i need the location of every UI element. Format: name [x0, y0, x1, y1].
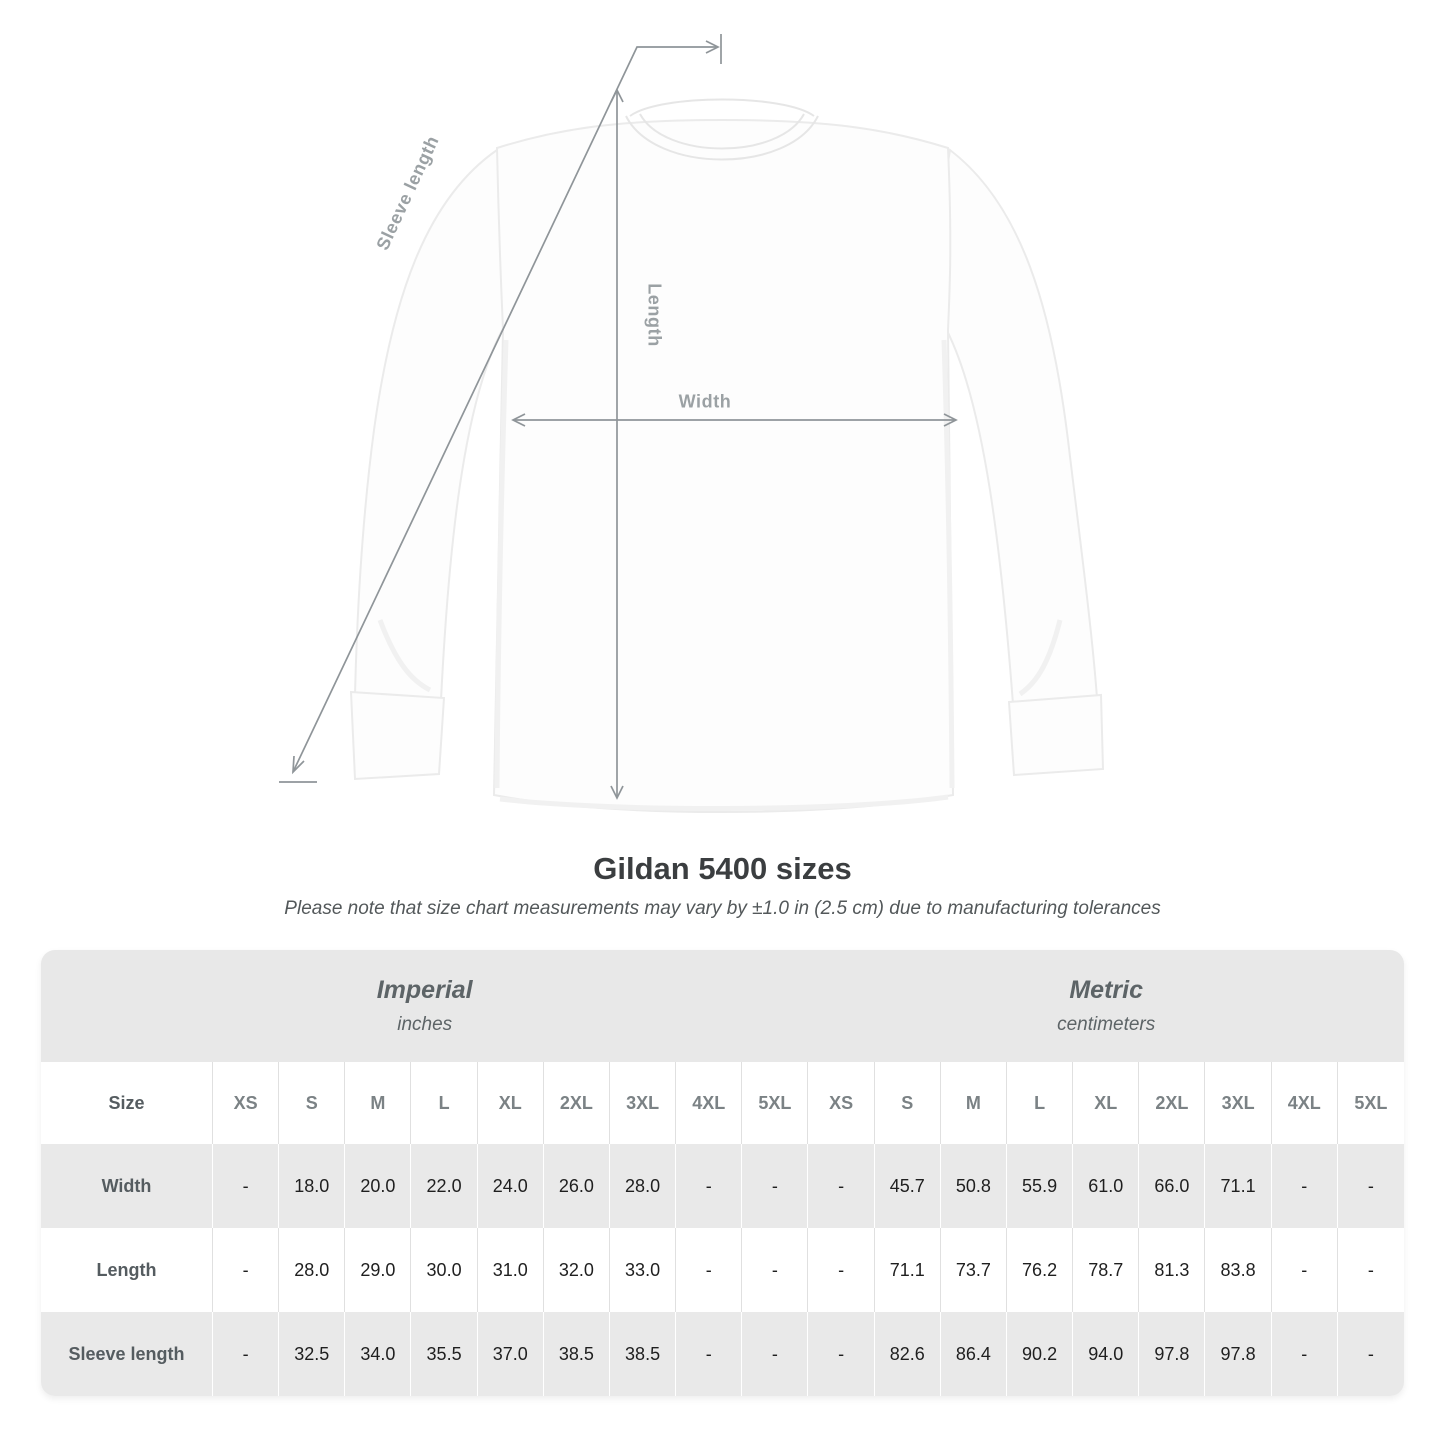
row-label: Length [41, 1228, 213, 1312]
value-cell: 82.6 [875, 1312, 941, 1396]
value-cell: - [213, 1228, 279, 1312]
table-row-sleeve-length [41, 1312, 1404, 1396]
size-col-header: L [1007, 1062, 1073, 1144]
size-header-label: Size [41, 1062, 213, 1144]
table-row-width [41, 1144, 1404, 1228]
size-header-row [41, 1062, 1404, 1144]
sleeve-length-label: Sleeve length [372, 132, 443, 254]
value-cell: 30.0 [411, 1228, 477, 1312]
value-cell: 50.8 [941, 1144, 1007, 1228]
value-cell: - [1367, 1259, 1374, 1280]
value-cell: 83.8 [1205, 1228, 1271, 1312]
value-cell: - [1272, 1144, 1338, 1228]
metric-header [808, 950, 1404, 1062]
value-cell: - [213, 1312, 279, 1396]
title-block [0, 851, 1445, 920]
size-col-header: 5XL [1354, 1092, 1388, 1113]
value-cell: 61.0 [1073, 1144, 1139, 1228]
value-cell: 81.3 [1139, 1228, 1205, 1312]
value-cell: 38.5 [544, 1312, 610, 1396]
table-row-length [41, 1228, 1404, 1312]
value-cell: 71.1 [875, 1228, 941, 1312]
tolerance-note: Please note that size chart measurements may vary by ±1.0 in (2.5 cm) due to manufacturing tolerances [284, 898, 1161, 919]
size-col-header: S [875, 1062, 941, 1144]
value-cell: 31.0 [478, 1228, 544, 1312]
value-cell: 18.0 [279, 1144, 345, 1228]
size-col-header: 4XL [676, 1062, 742, 1144]
page-title: Gildan 5400 sizes [593, 851, 852, 886]
size-col-header: XS [213, 1062, 279, 1144]
width-label: Width [678, 391, 732, 412]
value-cell: - [676, 1144, 742, 1228]
value-cell: 29.0 [345, 1228, 411, 1312]
value-cell: - [808, 1144, 874, 1228]
value-cell: 45.7 [875, 1144, 941, 1228]
value-cell: - [213, 1144, 279, 1228]
value-cell: 76.2 [1007, 1228, 1073, 1312]
size-col-header: 2XL [544, 1062, 610, 1144]
value-cell: - [1367, 1343, 1374, 1364]
size-col-header: 3XL [1205, 1062, 1271, 1144]
value-cell: 86.4 [941, 1312, 1007, 1396]
value-cell: - [742, 1228, 808, 1312]
value-cell: 55.9 [1007, 1144, 1073, 1228]
value-cell: 28.0 [610, 1144, 676, 1228]
size-col-header: XS [808, 1062, 874, 1144]
value-cell: - [1367, 1175, 1374, 1196]
row-label: Sleeve length [41, 1312, 213, 1396]
value-cell: 97.8 [1205, 1312, 1271, 1396]
value-cell: 22.0 [411, 1144, 477, 1228]
value-cell: - [742, 1312, 808, 1396]
units-header-band [41, 950, 1404, 1062]
value-cell: - [676, 1228, 742, 1312]
size-col-header: XL [478, 1062, 544, 1144]
row-label: Width [41, 1144, 213, 1228]
imperial-title: Imperial [376, 976, 473, 1004]
metric-unit: centimeters [1057, 1014, 1156, 1035]
size-col-header: XL [1073, 1062, 1139, 1144]
value-cell: 73.7 [941, 1228, 1007, 1312]
value-cell: 26.0 [544, 1144, 610, 1228]
value-cell: 24.0 [478, 1144, 544, 1228]
metric-title: Metric [1069, 976, 1143, 1004]
size-col-header: S [279, 1062, 345, 1144]
value-cell: 38.5 [610, 1312, 676, 1396]
imperial-header [41, 950, 808, 1062]
value-cell: 33.0 [610, 1228, 676, 1312]
length-label: Length [644, 283, 665, 347]
value-cell: 32.0 [544, 1228, 610, 1312]
value-cell: - [808, 1312, 874, 1396]
value-cell: - [808, 1228, 874, 1312]
value-cell: 20.0 [345, 1144, 411, 1228]
size-col-header: 2XL [1139, 1062, 1205, 1144]
value-cell: 94.0 [1073, 1312, 1139, 1396]
value-cell: 37.0 [478, 1312, 544, 1396]
size-table [41, 950, 1404, 1396]
shirt-illustration [351, 100, 1103, 813]
value-cell: 32.5 [279, 1312, 345, 1396]
imperial-unit: inches [397, 1014, 453, 1035]
size-col-header: M [345, 1062, 411, 1144]
size-col-header: L [411, 1062, 477, 1144]
value-cell: - [676, 1312, 742, 1396]
value-cell: - [1272, 1228, 1338, 1312]
value-cell: 34.0 [345, 1312, 411, 1396]
size-col-header: 5XL [742, 1062, 808, 1144]
value-cell: 97.8 [1139, 1312, 1205, 1396]
value-cell: 35.5 [411, 1312, 477, 1396]
value-cell: 28.0 [279, 1228, 345, 1312]
value-cell: - [1272, 1312, 1338, 1396]
size-col-header: 3XL [610, 1062, 676, 1144]
value-cell: 66.0 [1139, 1144, 1205, 1228]
value-cell: 78.7 [1073, 1228, 1139, 1312]
value-cell: 90.2 [1007, 1312, 1073, 1396]
value-cell: - [742, 1144, 808, 1228]
size-col-header: 4XL [1272, 1062, 1338, 1144]
value-cell: 71.1 [1205, 1144, 1271, 1228]
size-col-header: M [941, 1062, 1007, 1144]
